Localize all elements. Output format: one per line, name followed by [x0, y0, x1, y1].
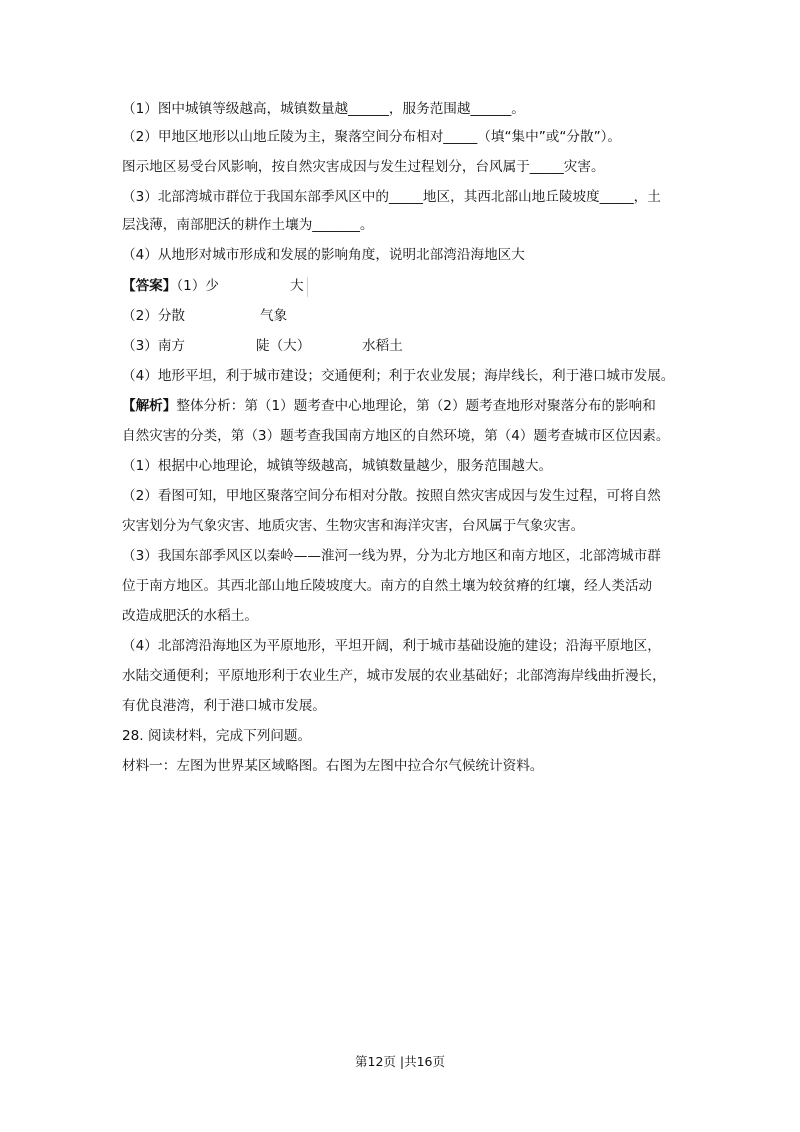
answer-2-first: （2）分散: [122, 308, 186, 324]
analysis-line-1: [122, 397, 656, 415]
analysis-line-6: （3）我国东部季风区以秦岭——淮河一线为界，分为北方地区和南方地区，北部湾城市群: [122, 548, 661, 564]
analysis-line-5: 灾害划分为气象灾害、地质灾害、生物灾害和海洋灾害，台风属于气象灾害。: [122, 518, 585, 534]
analysis-tag: 【解析】: [122, 398, 177, 414]
question-2-text: （2）甲地区地形以山地丘陵为主，聚落空间分布相对_____（填“集中”或“分散”）。: [122, 129, 622, 145]
answer-3-second: 陡（大）: [256, 338, 311, 354]
divider-line: [307, 277, 308, 297]
material-1-text: 材料一：左图为世界某区域略图。右图为左图中拉合尔气候统计资料。: [122, 758, 544, 774]
question-1-text: （1）图中城镇等级越高，城镇数量越______，服务范围越______。: [122, 101, 525, 117]
question-3-text: （3）北部湾城市群位于我国东部季风区中的_____地区，其西北部山地丘陵坡度_____，土: [122, 189, 661, 205]
answer-tag: 【答案】: [122, 278, 177, 294]
page-footer: 第12页 |共16页: [355, 1054, 445, 1069]
analysis-line-9: （4）北部湾沿海地区为平原地形，平坦开阔，利于城市基础设施的建设；沿海平原地区，: [122, 638, 661, 654]
analysis-text-1: 整体分析：第（1）题考查中心地理论，第（2）题考查地形对聚落分布的影响和: [176, 398, 656, 414]
answer-1-second: 大: [290, 278, 304, 294]
question-4-text: （4）从地形对城市形成和发展的影响角度，说明北部湾沿海地区大: [122, 247, 525, 263]
analysis-line-10: 水陆交通便利；平原地形利于农业生产，城市发展的农业基础好；北部湾海岸线曲折漫长，: [122, 668, 666, 684]
answer-line-4: （4）地形平坦，利于城市建设；交通便利；利于农业发展；海岸线长，利于港口城市发展。: [122, 368, 675, 384]
analysis-line-3: （1）根据中心地理论，城镇等级越高，城镇数量越少，服务范围越大。: [122, 458, 553, 474]
analysis-line-7: 位于南方地区。其西北部山地丘陵坡度大。南方的自然土壤为较贫瘠的红壤，经人类活动: [122, 578, 653, 594]
analysis-line-8: 改造成肥沃的水稻土。: [122, 608, 258, 624]
answer-line-1: [122, 277, 304, 295]
analysis-line-2: 自然灾害的分类，第（3）题考查我国南方地区的自然环境，第（4）题考查城市区位因素。: [122, 428, 670, 444]
answer-2-second: 气象: [260, 308, 288, 324]
question-28-title: 28. 阅读材料，完成下列问题。: [122, 728, 312, 744]
answer-line-2: [122, 307, 288, 325]
answer-line-3: [122, 337, 403, 355]
analysis-line-11: 有优良港湾，利于港口城市发展。: [122, 698, 326, 714]
question-3-continued: 层浅薄，南部肥沃的耕作土壤为_______。: [122, 217, 374, 233]
answer-3-first: （3）南方: [122, 338, 186, 354]
question-2-continued: 图示地区易受台风影响，按自然灾害成因与发生过程划分，台风属于_____灾害。: [122, 159, 605, 175]
answer-1-first: （1）少: [176, 278, 220, 294]
answer-3-third: 水稻土: [362, 338, 403, 354]
analysis-line-4: （2）看图可知，甲地区聚落空间分布相对分散。按照自然灾害成因与发生过程，可将自然: [122, 488, 661, 504]
